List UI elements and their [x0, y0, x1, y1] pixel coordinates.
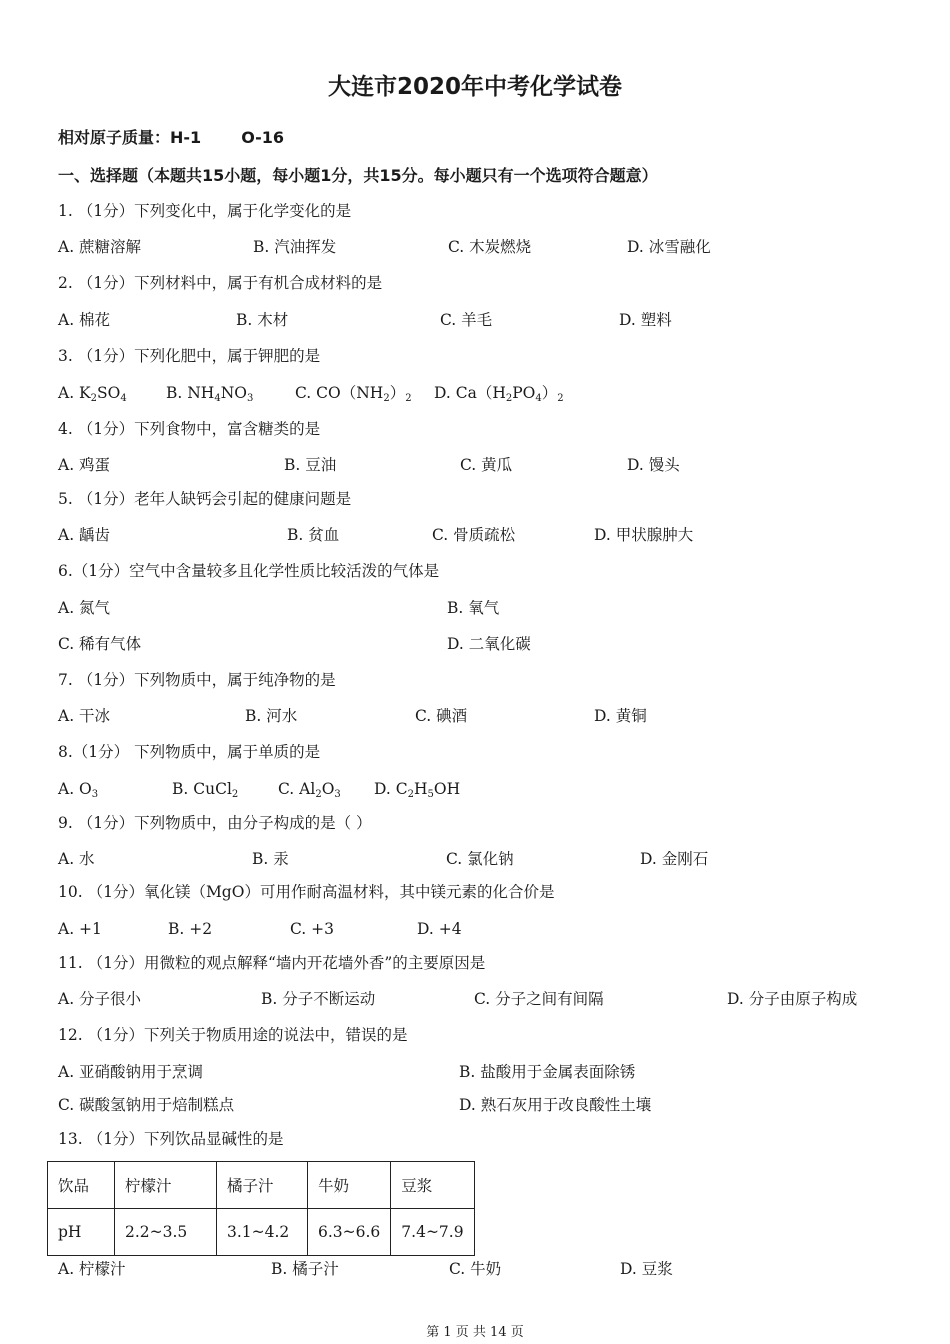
option: A. 水 [58, 850, 95, 868]
option: D. $Ca(H_2PO_4)_2$ [434, 384, 564, 404]
option: C. 木炭燃烧 [448, 238, 532, 256]
option: A. 鸡蛋 [58, 456, 111, 474]
option: A. 蔗糖溶解 [58, 238, 142, 256]
option: D. 黄铜 [594, 707, 647, 725]
question-stem: 1. （1分）下列变化中，属于化学变化的是 [58, 202, 352, 220]
option: D. 塑料 [619, 311, 672, 329]
option: A. 龋齿 [58, 526, 111, 544]
question-stem: 9. （1分）下列物质中，由分子构成的是（ ） [58, 814, 372, 832]
option: C. $Al_2O_3$ [278, 780, 341, 800]
option: C. +3 [290, 920, 335, 938]
table-header-cell: 牛奶 [308, 1162, 391, 1209]
option: A. $K_2SO_4$ [58, 384, 127, 404]
question-stem: 12. （1分）下列关于物质用途的说法中，错误的是 [58, 1026, 408, 1044]
table-row [48, 1209, 475, 1256]
table-header-cell: 豆浆 [391, 1162, 474, 1209]
atomic-mass-label: 相对原子质量： [58, 128, 171, 147]
option: C. 碳酸氢钠用于焙制糕点 [58, 1096, 235, 1114]
table-cell: 3.1~4.2 [217, 1209, 308, 1256]
question-stem: 2. （1分）下列材料中，属于有机合成材料的是 [58, 274, 383, 292]
option: A. +1 [58, 920, 102, 938]
table-header-cell: 橘子汁 [217, 1162, 308, 1209]
page-title: 大连市2020年中考化学试卷 [327, 74, 622, 100]
option: A. 棉花 [58, 311, 111, 329]
option: D. 金刚石 [640, 850, 709, 868]
option: D. 馒头 [627, 456, 680, 474]
question-stem: 13. （1分）下列饮品显碱性的是 [58, 1130, 284, 1148]
option: C. 黄瓜 [460, 456, 513, 474]
atomic-mass-h: H-1 [170, 128, 202, 147]
table-cell: 6.3~6.6 [308, 1209, 391, 1256]
option: B. 汽油挥发 [253, 238, 337, 256]
option: C. 羊毛 [440, 311, 493, 329]
option: A. 分子很小 [58, 990, 142, 1008]
option: B. 贫血 [287, 526, 340, 544]
option: D. 冰雪融化 [627, 238, 711, 256]
option: C. $CO(NH_2)_2$ [295, 384, 412, 404]
option: C. 碘酒 [415, 707, 468, 725]
option: D. 甲状腺肿大 [594, 526, 694, 544]
table-header-cell: 饮品 [48, 1162, 115, 1209]
ph-table [47, 1161, 475, 1256]
question-stem: 7. （1分）下列物质中，属于纯净物的是 [58, 671, 336, 689]
atomic-mass-line [58, 130, 284, 146]
question-stem: 11. （1分）用微粒的观点解释“墙内开花墙外香”的主要原因是 [58, 954, 486, 972]
question-stem: 5. （1分）老年人缺钙会引起的健康问题是 [58, 490, 352, 508]
option: D. 分子由原子构成 [727, 990, 858, 1008]
table-header-cell: 柠檬汁 [115, 1162, 217, 1209]
option: B. $NH_4NO_3$ [166, 384, 254, 404]
option: A. 干冰 [58, 707, 111, 725]
option: C. 牛奶 [449, 1260, 502, 1278]
option: D. +4 [417, 920, 462, 938]
option: B. 豆油 [284, 456, 337, 474]
option: B. 橘子汁 [271, 1260, 339, 1278]
option: D. 豆浆 [620, 1260, 673, 1278]
option: B. +2 [168, 920, 213, 938]
option: C. 分子之间有间隔 [474, 990, 604, 1008]
option: C. 氯化钠 [446, 850, 514, 868]
option: A. 柠檬汁 [58, 1260, 126, 1278]
question-stem: 4. （1分）下列食物中，富含糖类的是 [58, 420, 321, 438]
option: B. 木材 [236, 311, 289, 329]
option: B. 汞 [252, 850, 289, 868]
option: B. 河水 [245, 707, 298, 725]
option: C. 稀有气体 [58, 635, 142, 653]
table-cell: pH [48, 1209, 115, 1256]
option: B. 氧气 [447, 599, 500, 617]
option: D. $C_2H_5OH$ [374, 780, 461, 800]
section-heading: 一、选择题（本题共15小题，每小题1分，共15分。每小题只有一个选项符合题意） [58, 166, 658, 185]
atomic-mass-o: O-16 [241, 128, 284, 147]
question-stem: 3. （1分）下列化肥中，属于钾肥的是 [58, 347, 321, 365]
question-stem: 6.（1分）空气中含量较多且化学性质比较活泼的气体是 [58, 562, 440, 580]
table-row [48, 1162, 475, 1209]
table-cell: 7.4~7.9 [391, 1209, 474, 1256]
question-stem: 8.（1分） 下列物质中，属于单质的是 [58, 743, 321, 761]
option: D. 熟石灰用于改良酸性土壤 [459, 1096, 652, 1114]
option: B. 分子不断运动 [261, 990, 376, 1008]
page-footer: 第 1 页 共 14 页 [426, 1325, 524, 1340]
option: B. CuCl$_2$ [172, 780, 239, 800]
option: A. $O_3$ [58, 780, 99, 800]
question-stem: 10. （1分）氧化镁（MgO）可用作耐高温材料，其中镁元素的化合价是 [58, 883, 555, 901]
option: A. 氮气 [58, 599, 111, 617]
option: D. 二氧化碳 [447, 635, 531, 653]
option: C. 骨质疏松 [432, 526, 516, 544]
table-cell: 2.2~3.5 [115, 1209, 217, 1256]
option: B. 盐酸用于金属表面除锈 [459, 1063, 636, 1081]
option: A. 亚硝酸钠用于烹调 [58, 1063, 204, 1081]
